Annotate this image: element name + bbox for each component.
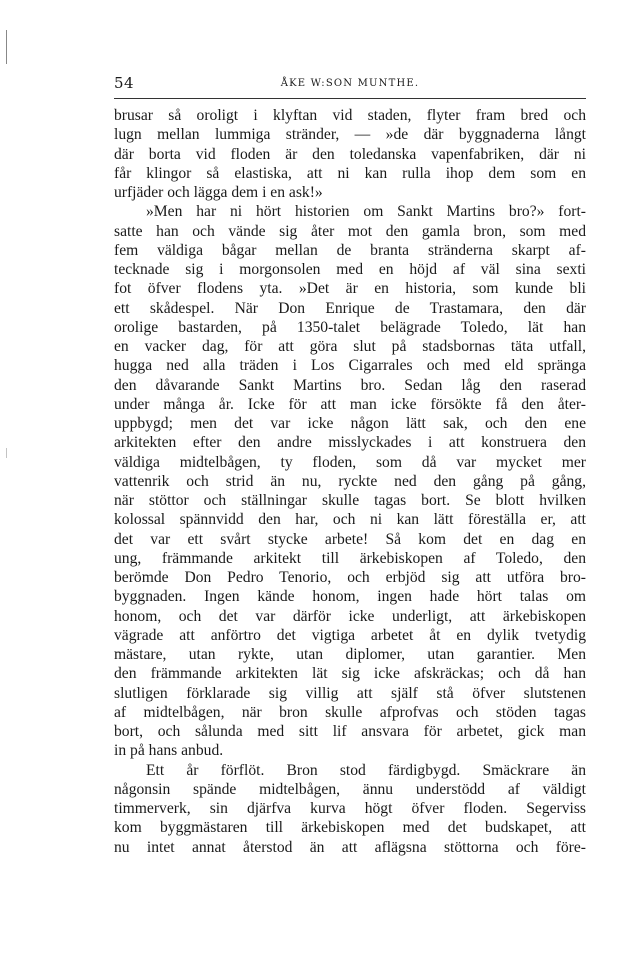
header-rule (114, 98, 586, 99)
text-line: vägrade att anförtro det vigtiga arbetet åt en dylik tvetydig (114, 626, 586, 644)
text-line: arkitekten efter den andre misslyckades i att konstruera den (114, 434, 586, 452)
text-line: berömde Don Pedro Tenorio, och erbjöd sig att utföra bro- (114, 569, 586, 586)
text-line: tecknade sig i morgonsolen med en höjd af väl sina sexti (114, 261, 586, 278)
text-line: satte han och vände sig åter mot den gamla bron, som med (114, 222, 586, 240)
text-line: timmerverk, sin djärfva kurva högt öfver floden. Segerviss (114, 800, 586, 817)
text-line: när stöttor och ställningar skulle tagas bort. Se blott hvilken (114, 492, 586, 509)
text-line: lugn mellan lummiga stränder, — »de där byggnaderna långt (114, 126, 586, 144)
margin-mark-top (6, 30, 7, 64)
text-line: kolossal spännvidd den har, och ni kan lätt föreställa er, att (114, 511, 586, 529)
text-line: fot öfver flodens yta. »Det är en historia, som kunde bli (114, 280, 586, 298)
text-line: där borta vid floden är den toledanska vapenfabriken, där ni (114, 145, 586, 163)
running-head: ÅKE W:SON MUNTHE. (280, 78, 420, 89)
body-text (114, 106, 586, 857)
text-line: hugga ned alla träden i Los Cigarrales och med eld spränga (114, 357, 586, 375)
text-line: ett skådespel. När Don Enrique de Trastamara, den där (114, 299, 586, 317)
text-line: under många år. Icke för att man icke försökte få den åter- (114, 395, 586, 413)
text-line: kom byggmästaren till ärkebiskopen med det budskapet, att (114, 819, 586, 837)
text-line: den främmande arkitekten lät sig icke afskräckas; och då han (114, 665, 586, 683)
text-line: ung, främmande arkitekt till ärkebiskopen af Toledo, den (114, 549, 586, 567)
text-line: urfjäder och lägga dem i en ask!» (114, 184, 323, 201)
text-line: nu intet annat återstod än att aflägsna stöttorna och före- (114, 838, 586, 856)
text-line: uppbygd; men det var icke någon lätt sak, och den ene (114, 415, 586, 432)
text-line: bort, och sålunda med sitt lif ansvara för arbetet, gick man (114, 723, 586, 740)
text-line: »Men har ni hört historien om Sankt Martins bro?» fort- (146, 203, 586, 221)
page-number: 54 (114, 74, 135, 92)
text-line: någonsin spände midtelbågen, ännu understödd af väldigt (114, 780, 586, 798)
text-line: väldiga midtelbågen, ty floden, som då var mycket mer (114, 453, 586, 471)
text-line: vattenrik och strid än nu, ryckte ned den gång på gång, (114, 472, 586, 490)
text-line: orolige bastarden, på 1350-talet belägrade Toledo, lät han (114, 318, 586, 336)
text-line: fem väldiga bågar mellan de branta stränderna skarpt af- (114, 241, 586, 259)
text-line: det var ett svårt stycke arbete! Så kom det en dag en (114, 530, 586, 548)
text-line: den dåvarande Sankt Martins bro. Sedan låg den raserad (114, 376, 586, 394)
text-line: honom, och det var därför icke underligt, att ärkebiskopen (114, 607, 586, 625)
text-line: brusar så oroligt i klyftan vid staden, flyter fram bred och (114, 107, 586, 124)
text-line: mästare, utan rykte, utan diplomer, utan garantier. Men (114, 646, 586, 663)
page-header (114, 74, 586, 98)
text-line: af midtelbågen, när bron skulle afprofvas och stöden tagas (114, 703, 586, 721)
text-line: Ett år förflöt. Bron stod färdigbygd. Smäckrare än (146, 761, 586, 779)
text-line: in på hans anbud. (114, 742, 224, 760)
text-line: får klingor så elastiska, att ni kan rulla ihop dem som en (114, 164, 586, 182)
text-line: en vacker dag, för att göra slut på stadsbornas täta utfall, (114, 338, 586, 355)
book-page (114, 74, 586, 857)
text-line: slutligen förklarade sig villig att själf stå öfver slutstenen (114, 684, 586, 702)
text-line: byggnaden. Ingen kände honom, ingen hade hört talas om (114, 588, 586, 606)
margin-mark-middle (6, 448, 7, 458)
